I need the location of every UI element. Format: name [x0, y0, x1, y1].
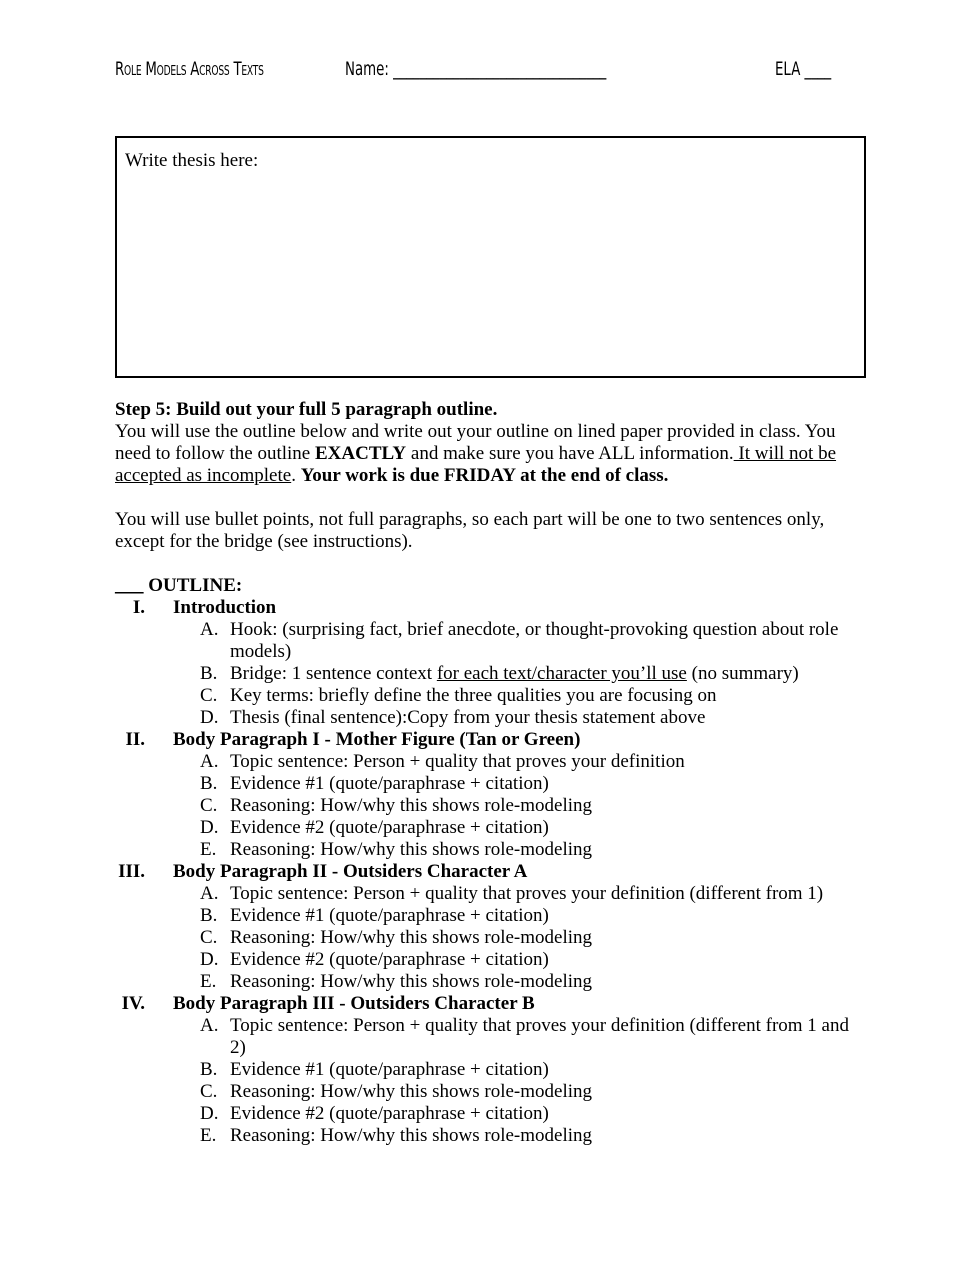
item-text: Topic sentence: Person + quality that proves your definition [230, 751, 685, 772]
item-letter: E. [200, 1125, 217, 1146]
item-text: Evidence #1 (quote/paraphrase + citation) [230, 773, 549, 794]
outline-section [115, 993, 860, 1015]
outline-item [115, 883, 860, 905]
outline-item [115, 773, 860, 795]
outline-item [115, 949, 860, 971]
item-text: Evidence #2 (quote/paraphrase + citation) [230, 949, 549, 970]
outline-item [115, 751, 860, 773]
section-number: II. [125, 729, 145, 750]
outline-item [115, 1015, 860, 1059]
item-text: Evidence #1 (quote/paraphrase + citation) [230, 905, 549, 926]
thesis-box-label: Write thesis here: [125, 150, 259, 171]
item-text: Evidence #2 (quote/paraphrase + citation) [230, 817, 549, 838]
item-letter: A. [200, 751, 219, 772]
outline-item [115, 927, 860, 949]
item-text: Reasoning: How/why this shows role-modeling [230, 1125, 593, 1146]
outline-item [115, 1103, 860, 1125]
item-text: Reasoning: How/why this shows role-modeling [230, 971, 593, 992]
page-header [115, 58, 855, 92]
outline-list [115, 597, 860, 1147]
outline-item [115, 663, 860, 685]
item-text: Topic sentence: Person + quality that proves your definition (different from 1) [230, 883, 824, 904]
section-title: Body Paragraph I - Mother Figure (Tan or Green) [173, 729, 581, 750]
section-number: III. [118, 861, 145, 882]
section-title: Body Paragraph II - Outsiders Character A [173, 861, 528, 882]
item-text: Evidence #2 (quote/paraphrase + citation) [230, 1103, 549, 1124]
outline-item [115, 707, 860, 729]
item-letter: B. [200, 905, 218, 926]
bullet-points-note: You will use bullet points, not full paragraphs, so each part will be one to two sentences only, except for the bridge (see instructions). [115, 509, 825, 552]
outline-item [115, 817, 860, 839]
item-text: Key terms: briefly define the three qualities you are focusing on [230, 685, 717, 706]
item-text: Bridge: 1 sentence context for each text/character you’ll use (no summary) [230, 663, 799, 684]
item-letter: C. [200, 1081, 218, 1102]
outline-item [115, 685, 860, 707]
outline-item [115, 905, 860, 927]
step-heading: Step 5: Build out your full 5 paragraph outline. [115, 399, 498, 420]
item-letter: C. [200, 795, 218, 816]
item-letter: A. [200, 883, 219, 904]
item-text: Topic sentence: Person + quality that proves your definition (different from 1 and 2) [230, 1015, 849, 1058]
outline-item [115, 1125, 860, 1147]
outline-check-blank: ___ [115, 575, 144, 596]
item-letter: E. [200, 839, 217, 860]
outline-item [115, 619, 860, 663]
worksheet-title: Role Models Across Texts [115, 58, 264, 80]
section-number: I. [132, 597, 145, 618]
item-text: Thesis (final sentence):Copy from your thesis statement above [230, 707, 706, 728]
step-instructions-paragraph: You will use the outline below and write out your outline on lined paper provided in class. You need to follow the outline EXACTLY and make sure you have ALL information. It will not be accepted as incomplete. Your work is due FRIDAY at the end of class. [115, 421, 837, 486]
item-text: Reasoning: How/why this shows role-modeling [230, 839, 593, 860]
outline-section [115, 729, 860, 751]
section-title: Introduction [173, 597, 277, 618]
item-text: Reasoning: How/why this shows role-modeling [230, 927, 593, 948]
thesis-box [115, 136, 866, 378]
item-text: Hook: (surprising fact, brief anecdote, or thought-provoking question about role models) [230, 619, 839, 662]
item-letter: D. [200, 1103, 219, 1124]
item-letter: B. [200, 773, 218, 794]
outline-item [115, 971, 860, 993]
outline-section [115, 861, 860, 883]
item-letter: D. [200, 817, 219, 838]
outline-item [115, 795, 860, 817]
name-field-label: Name: ________________________________ [345, 58, 607, 80]
outline-section [115, 597, 860, 619]
item-text: Reasoning: How/why this shows role-modeling [230, 1081, 593, 1102]
item-letter: B. [200, 1059, 218, 1080]
instructions-section [115, 399, 860, 1147]
item-text: Reasoning: How/why this shows role-modeling [230, 795, 593, 816]
item-letter: D. [200, 949, 219, 970]
item-letter: D. [200, 707, 219, 728]
item-letter: A. [200, 619, 219, 640]
item-letter: C. [200, 927, 218, 948]
outline-heading: ___ OUTLINE: [115, 575, 243, 596]
outline-item [115, 839, 860, 861]
outline-item [115, 1081, 860, 1103]
section-number: IV. [121, 993, 145, 1014]
item-letter: C. [200, 685, 218, 706]
item-text: Evidence #1 (quote/paraphrase + citation) [230, 1059, 549, 1080]
outline-item [115, 1059, 860, 1081]
item-letter: E. [200, 971, 217, 992]
item-letter: A. [200, 1015, 219, 1036]
ela-field-label: ELA ____ [775, 58, 832, 80]
section-title: Body Paragraph III - Outsiders Character B [173, 993, 535, 1014]
item-letter: B. [200, 663, 218, 684]
